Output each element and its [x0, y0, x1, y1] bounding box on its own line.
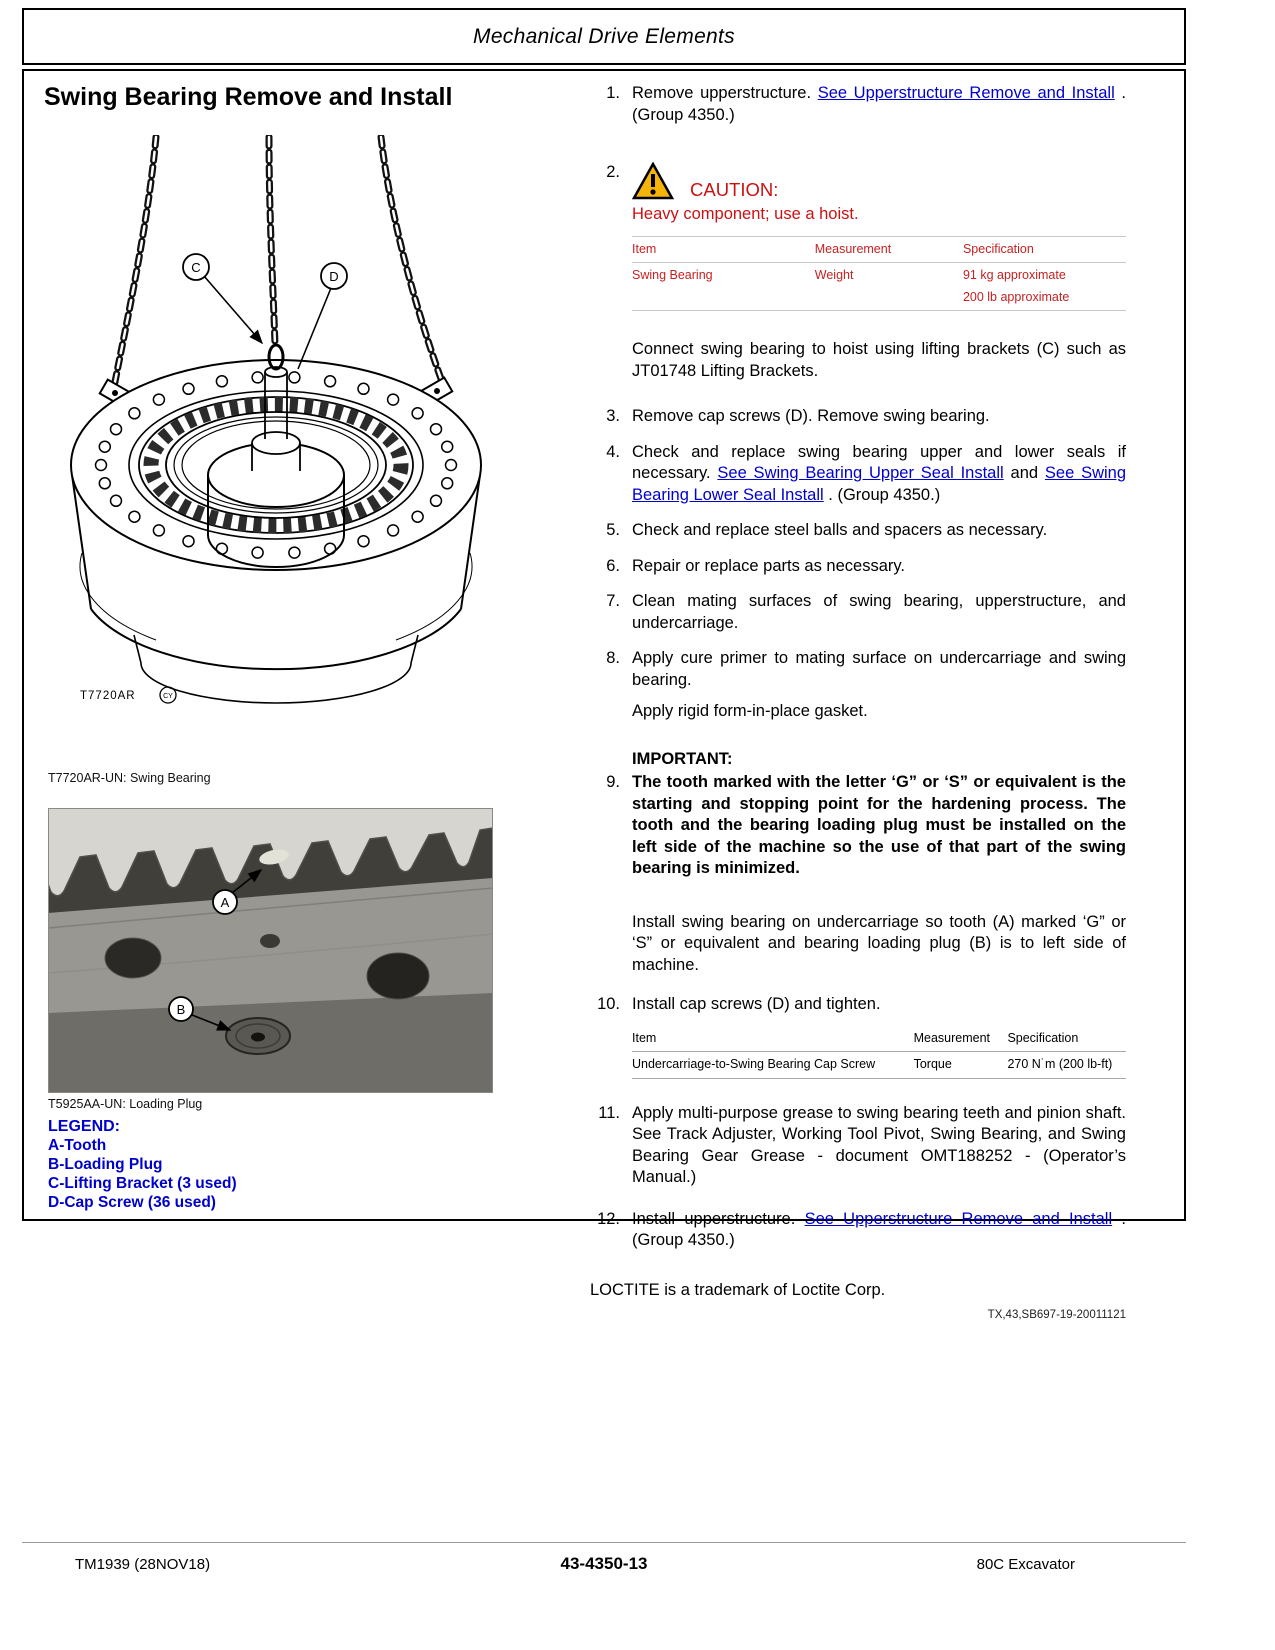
step-8-paragraph-2: Apply rigid form-in-place gasket. — [632, 702, 868, 720]
table-cell-item: Swing Bearing — [632, 268, 713, 282]
step-text-segment: The tooth marked with the letter ‘G” or ‘S” or equivalent is the starting and stopping point for the hardening process. The tooth and the bearing loading plug must be installed on the left side of the machine so the use of that part of the swing bearing is minimized. — [632, 773, 1126, 877]
step-1 — [590, 83, 1126, 126]
svg-text:A: A — [220, 895, 230, 910]
legend-item-a: A-Tooth — [48, 1137, 107, 1154]
step-6 — [590, 556, 1126, 578]
legend — [48, 1117, 237, 1212]
step-text-segment: . (Group 4350.) — [632, 1209, 1126, 1249]
step-11 — [590, 1103, 1126, 1189]
warning-triangle-icon — [632, 162, 674, 200]
step-text-segment: Install cap screws (D) and tighten. — [632, 995, 881, 1013]
step-number: 5. — [606, 521, 620, 539]
document-code: TX,43,SB697-19-20011121 — [987, 1309, 1126, 1321]
table-header-specification: Specification — [1007, 1030, 1079, 1045]
svg-text:C: C — [191, 260, 201, 275]
hoist-chain-right — [381, 137, 444, 387]
section-heading: Swing Bearing Remove and Install — [44, 83, 453, 111]
spec-line-2: 200 lb approximate — [962, 289, 1070, 304]
caution-spec-table — [632, 236, 1126, 312]
step-number: 1. — [606, 84, 620, 102]
hoist-chain-center — [269, 137, 275, 345]
legend-title: LEGEND: — [48, 1118, 120, 1135]
step-text-segment: Remove upperstructure. — [632, 84, 812, 102]
step-text: Clean mating surfaces of swing bearing, upperstructure, and undercarriage. — [632, 592, 1126, 632]
table-cell-measurement: Weight — [814, 268, 854, 282]
step-text-segment: Check and replace swing bearing upper and lower seals if necessary. — [632, 442, 1126, 482]
step-text — [632, 83, 1126, 126]
step-number: 3. — [606, 407, 620, 425]
legend-item-b: B-Loading Plug — [48, 1156, 163, 1173]
loading-plug — [226, 1018, 290, 1054]
footer-model: 80C Excavator — [976, 1556, 1075, 1573]
table-header-measurement: Measurement — [814, 241, 892, 256]
step-text — [632, 442, 1126, 507]
spec-line-1: 91 kg approximate — [962, 268, 1066, 282]
svg-text:CY: CY — [163, 693, 173, 700]
step-text: Repair or replace parts as necessary. — [632, 556, 905, 575]
table-header-item: Item — [632, 1030, 657, 1045]
table-cell-measurement: Torque — [913, 1057, 952, 1071]
step-9-paragraph-2: Install swing bearing on undercarriage so tooth (A) marked ‘G” or ‘S” or equivalent and bearing loading plug (B) is to left side of machine. — [632, 912, 1126, 974]
step-text-segment: . (Group 4350.) — [828, 485, 941, 504]
page-header-title: Mechanical Drive Elements — [473, 24, 735, 48]
bolt-hole-left — [105, 938, 161, 978]
svg-text:B: B — [176, 1002, 186, 1017]
table-cell-item: Undercarriage-to-Swing Bearing Cap Screw — [632, 1057, 876, 1071]
callout-c — [183, 254, 262, 343]
step-4 — [590, 442, 1126, 507]
link-upperstructure-remove-install[interactable]: See Upperstructure Remove and Install — [817, 84, 1115, 102]
caution-label: CAUTION: — [690, 178, 779, 200]
table-cell-specification — [963, 263, 1126, 311]
step-number: 8. — [606, 649, 620, 667]
svg-text:D: D — [329, 269, 339, 284]
footer-manual-number: TM1939 (28NOV18) — [75, 1556, 211, 1573]
step-text-segment: Install upperstructure. — [632, 1209, 796, 1228]
callout-d — [298, 263, 347, 369]
table-cell-specification: 270 N˙m (200 lb-ft) — [1007, 1057, 1113, 1071]
figure2-caption: T5925AA-UN: Loading Plug — [48, 1097, 203, 1111]
step-text — [632, 994, 1126, 1079]
table-header-item: Item — [632, 241, 657, 256]
footer-divider — [22, 1542, 1186, 1543]
step-10 — [590, 994, 1126, 1079]
step-3 — [590, 406, 1126, 428]
caution-header — [632, 162, 1126, 200]
step-text-segment: Apply cure primer to mating surface on undercarriage and swing bearing. — [632, 649, 1126, 689]
step-number: 4. — [606, 442, 620, 461]
figure1-caption: T7720AR-UN: Swing Bearing — [48, 771, 211, 785]
step-number: 2. — [606, 163, 620, 181]
step-text — [632, 772, 1126, 976]
table-header-specification: Specification — [962, 241, 1034, 256]
figure-loading-plug-photo — [48, 808, 493, 1098]
step-number: 6. — [606, 556, 620, 575]
page-header — [22, 8, 1186, 65]
step-12 — [590, 1209, 1126, 1252]
step-text-segment: and — [1010, 464, 1039, 482]
trademark-note: LOCTITE is a trademark of Loctite Corp. — [590, 1280, 886, 1299]
link-upperstructure-remove-install-2[interactable]: See Upperstructure Remove and Install — [804, 1209, 1113, 1228]
step-text: Check and replace steel balls and spacers as necessary. — [632, 521, 1048, 539]
figure-code — [80, 687, 176, 703]
step-number: 9. — [606, 773, 620, 791]
footer-page-number: 43-4350-13 — [560, 1554, 648, 1573]
step-text: Remove cap screws (D). Remove swing bearing. — [632, 407, 990, 425]
important-label: IMPORTANT: — [632, 749, 733, 768]
step-number: 12. — [597, 1209, 620, 1228]
bolt-hole-center — [260, 934, 280, 948]
legend-item-c: C-Lifting Bracket (3 used) — [48, 1175, 237, 1192]
step-text — [632, 648, 1126, 723]
hoist-chain-left — [114, 137, 156, 387]
content-frame — [22, 69, 1186, 1321]
step-number: 10. — [597, 995, 620, 1013]
step-2-caution — [590, 162, 1126, 382]
table-header-measurement: Measurement — [913, 1030, 991, 1045]
step-text-segment: . (Group 4350.) — [632, 84, 1126, 124]
link-lower-seal-install[interactable]: See Swing Bearing Lower Seal Install — [632, 464, 1127, 504]
step-9 — [590, 772, 1126, 976]
legend-item-d: D-Cap Screw (36 used) — [48, 1194, 216, 1211]
step-5 — [590, 520, 1126, 542]
step-2-paragraph: Connect swing bearing to hoist using lifting brackets (C) such as JT01748 Lifting Brackets. — [632, 340, 1126, 380]
step-text: Apply multi-purpose grease to swing bearing teeth and pinion shaft. See Track Adjuster, Working Tool Pivot, Swing Bearing, and Swing Bearing Gear Grease - document OMT188252 - (Operator’s Manual.) — [632, 1103, 1126, 1186]
step-7 — [590, 591, 1126, 634]
step-text — [632, 1209, 1126, 1252]
step-number: 11. — [598, 1103, 620, 1122]
link-upper-seal-install[interactable]: See Swing Bearing Upper Seal Install — [717, 464, 1004, 482]
step-8 — [590, 648, 1126, 723]
procedure-steps — [590, 71, 1126, 1327]
bolt-hole-right — [367, 953, 429, 999]
caution-text: Heavy component; use a hoist. — [632, 205, 859, 223]
svg-text:T7720AR: T7720AR — [80, 690, 136, 702]
torque-spec-table — [632, 1026, 1126, 1079]
step-number: 7. — [606, 592, 620, 610]
figure-swing-bearing-drawing — [46, 135, 511, 712]
